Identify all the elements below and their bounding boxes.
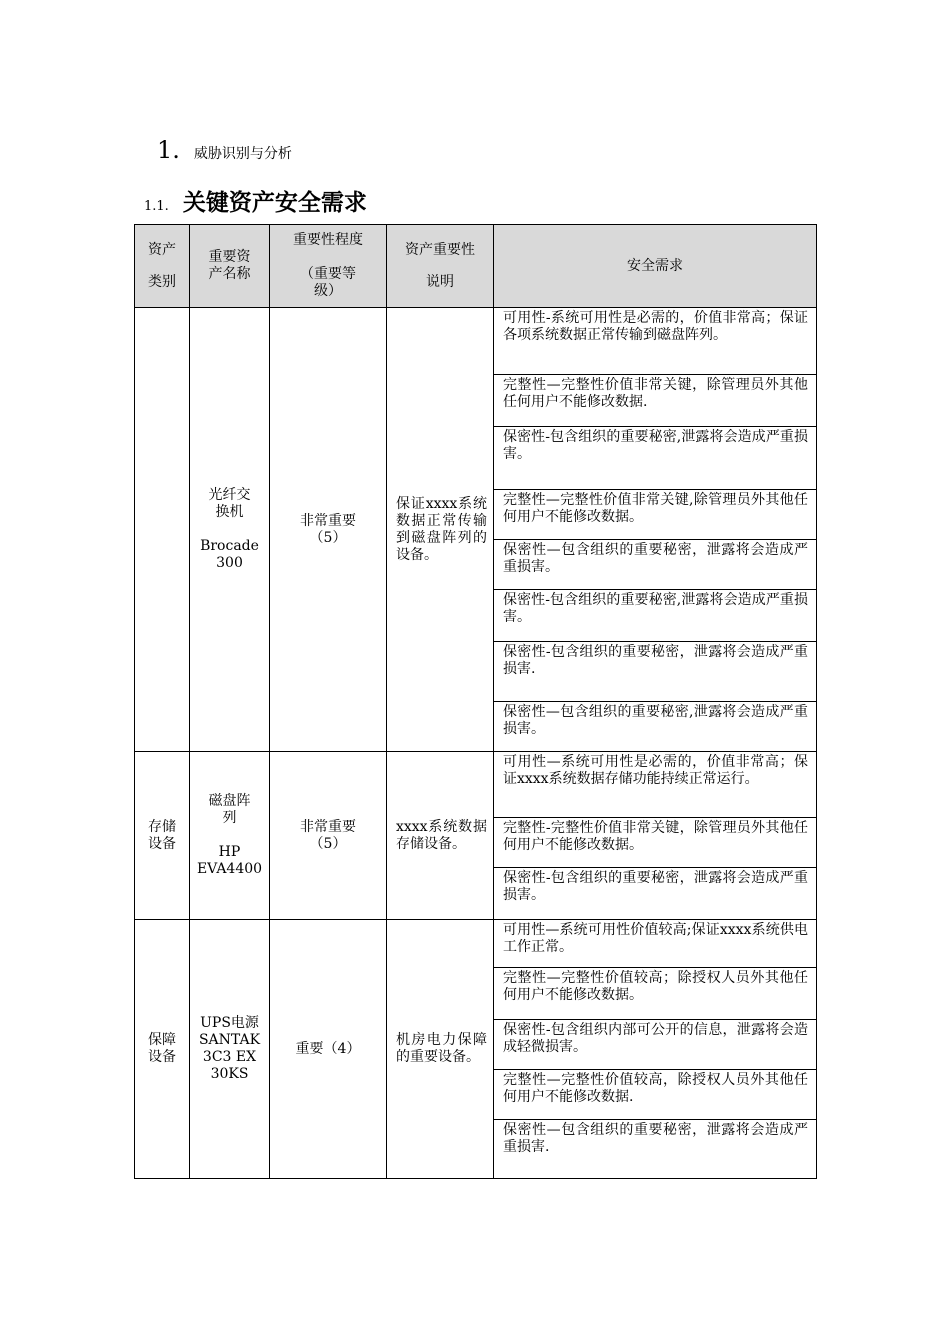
header-importance-line: 说明	[426, 274, 454, 290]
header-category-line: 资产	[148, 242, 176, 258]
category-text: 存储设备	[148, 818, 176, 852]
requirement-cell: 保密性—包含组织的重要秘密，泄露将会造成严重损害。	[494, 540, 817, 590]
header-name	[190, 225, 270, 308]
asset-name-line: Brocade	[200, 538, 259, 554]
requirement-cell: 可用性—系统可用性价值较高;保证xxxx系统供电工作正常。	[494, 920, 817, 968]
asset-name-line: 列	[222, 810, 237, 826]
header-name-line: 产名称	[208, 266, 251, 282]
importance-desc-cell: 机房电力保障的重要设备。	[387, 920, 494, 1179]
asset-name-line: 300	[216, 555, 243, 571]
table-row	[135, 920, 817, 968]
table-row	[135, 752, 817, 818]
header-importance	[387, 225, 494, 308]
asset-name-line: 换机	[215, 504, 244, 520]
level-line: 重要（4）	[295, 1040, 361, 1057]
heading-1-title: 威胁识别与分析	[193, 146, 292, 162]
heading-2	[144, 184, 367, 217]
importance-desc-cell: 保证xxxx系统数据正常传输到磁盘阵列的设备。	[387, 308, 494, 752]
table-header-row	[135, 225, 817, 308]
requirement-cell: 保密性—包含组织的重要秘密,泄露将会造成严重损害。	[494, 702, 817, 752]
importance-level-cell	[270, 308, 387, 752]
asset-name-line: 光纤交	[208, 487, 251, 503]
requirement-cell: 保密性-包含组织的重要秘密，泄露将会造成严重损害.	[494, 642, 817, 702]
header-level-line: 级）	[314, 283, 342, 299]
heading-2-title: 关键资产安全需求	[182, 190, 367, 216]
table-row	[135, 308, 817, 375]
asset-name-line: UPS电源	[200, 1015, 259, 1031]
header-importance-line: 资产重要性	[405, 242, 475, 258]
asset-name-cell	[190, 920, 270, 1179]
level-line: （5）	[309, 529, 347, 546]
requirement-cell: 完整性—完整性价值较高，除授权人员外其他任何用户不能修改数据.	[494, 1070, 817, 1120]
asset-name-line: 30KS	[210, 1066, 249, 1082]
requirement-cell: 完整性—完整性价值非常关键,除管理员外其他任何用户不能修改数据。	[494, 490, 817, 540]
level-line: 非常重要	[300, 512, 356, 529]
level-line: 非常重要	[300, 818, 356, 835]
requirement-cell: 可用性-系统可用性是必需的，价值非常高；保证各项系统数据正常传输到磁盘阵列。	[494, 308, 817, 375]
importance-level-cell	[270, 920, 387, 1179]
asset-name-line: EVA4400	[196, 861, 263, 877]
header-category-line: 类别	[148, 274, 176, 290]
asset-name-line: SANTAK	[198, 1032, 261, 1048]
asset-name-line: 3C3 EX	[202, 1049, 257, 1065]
heading-1-number: 1.	[157, 136, 180, 164]
asset-security-table	[134, 224, 817, 1179]
asset-name-line: 磁盘阵	[208, 793, 251, 809]
requirement-cell: 可用性—系统可用性是必需的，价值非常高；保证xxxx系统数据存储功能持续正常运行。	[494, 752, 817, 818]
header-level-line: 重要性程度	[293, 232, 363, 248]
importance-level-cell	[270, 752, 387, 920]
heading-2-number: 1.1.	[144, 199, 169, 214]
category-cell	[135, 752, 190, 920]
header-name-line: 重要资	[208, 249, 251, 265]
requirement-cell: 保密性—包含组织的重要秘密，泄露将会造成严重损害.	[494, 1120, 817, 1179]
category-cell	[135, 308, 190, 752]
category-cell	[135, 920, 190, 1179]
requirement-cell: 完整性-完整性价值非常关键，除管理员外其他任何用户不能修改数据。	[494, 818, 817, 868]
level-line: （5）	[309, 835, 347, 852]
asset-name-line: HP	[218, 844, 241, 860]
header-category	[135, 225, 190, 308]
requirement-cell: 完整性—完整性价值较高；除授权人员外其他任何用户不能修改数据。	[494, 968, 817, 1020]
requirement-cell: 保密性-包含组织内部可公开的信息，泄露将会造成轻微损害。	[494, 1020, 817, 1070]
category-text: 保障设备	[148, 1032, 176, 1065]
header-level-line: （重要等	[300, 266, 356, 282]
importance-desc-cell: xxxx系统数据存储设备。	[387, 752, 494, 920]
header-level	[270, 225, 387, 308]
requirement-cell: 完整性—完整性价值非常关键，除管理员外其他任何用户不能修改数据.	[494, 375, 817, 427]
requirement-cell: 保密性-包含组织的重要秘密,泄露将会造成严重损害。	[494, 427, 817, 490]
header-requirement: 安全需求	[494, 225, 817, 308]
heading-1	[157, 136, 292, 164]
requirement-cell: 保密性-包含组织的重要秘密,泄露将会造成严重损害。	[494, 590, 817, 642]
asset-name-cell	[190, 308, 270, 752]
requirement-cell: 保密性-包含组织的重要秘密，泄露将会造成严重损害。	[494, 868, 817, 920]
asset-name-cell	[190, 752, 270, 920]
